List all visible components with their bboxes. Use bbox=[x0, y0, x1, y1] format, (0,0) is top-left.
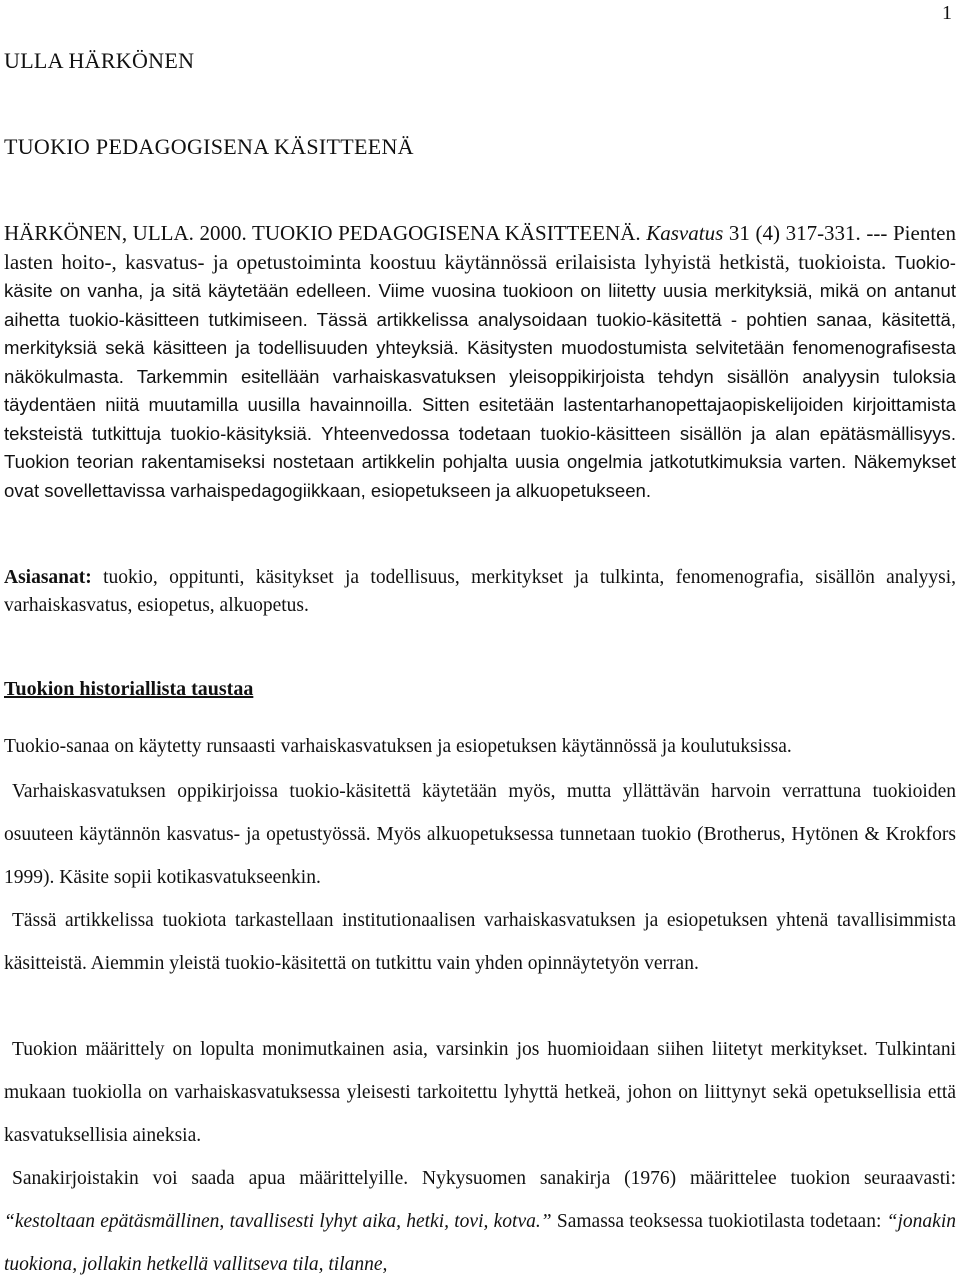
paragraph-3: Tuokion määrittely on lopulta monimutkainen asia, varsinkin jos huomioidaan siihen liitetyt merkitykset. Tulkintani mukaan tuokiolla on varhaiskasvatuksessa yleisesti tarkoitettu lyhyttä hetkeä, johon on liittynyt sekä opetuksellisia että kasvatuksellisia aineksia. bbox=[4, 1039, 956, 1146]
paragraph-1: Varhaiskasvatuksen oppikirjoissa tuokio-käsitettä käytetään myös, mutta yllättävän harvoin verrattuna tuokioiden osuuteen käytännön kasvatus- ja opetustyössä. Myös alkuopetuksessa tunnetaan tuokio (Brotherus, Hytönen & Krokfors 1999). Käsite sopii kotikasvatukseenkin. bbox=[4, 781, 956, 888]
paragraph-4-text-b: Samassa teoksessa tuokiotilasta todetaan: bbox=[551, 1211, 887, 1232]
article-title: TUOKIO PEDAGOGISENA KÄSITTEENÄ bbox=[4, 134, 414, 159]
dictionary-quote-1: “kestoltaan epätäsmällinen, tavallisesti lyhyt aika, hetki, tovi, kotva.” bbox=[4, 1211, 552, 1232]
citation-rest: 31 (4) 317-331. --- Pienten lasten hoito-, kasvatus- ja opetustoiminta koostuu käytännössä erilaisista lyhyistä hetkistä, tuokioista. bbox=[4, 221, 956, 274]
citation-journal: Kasvatus bbox=[646, 221, 724, 245]
citation-plain: HÄRKÖNEN, ULLA. 2000. TUOKIO PEDAGOGISENA KÄSITTEENÄ. bbox=[4, 221, 647, 245]
paragraph-2: Tässä artikkelissa tuokiota tarkastellaan institutionaalisen varhaiskasvatuksen ja esiopetuksen yhtenä tavallisimmista käsitteistä. Aiemmin yleistä tuokio-käsitettä on tutkittu vain yhden opinnäytetyön verran. bbox=[4, 910, 956, 974]
keywords bbox=[4, 564, 956, 619]
paragraph-4-text-a: Sanakirjoistakin voi saada apua määrittelyille. Nykysuomen sanakirja (1976) määrittelee tuokion seuraavasti: bbox=[12, 1168, 956, 1189]
section-heading: Tuokion historiallista taustaa bbox=[4, 678, 254, 700]
abstract bbox=[4, 220, 956, 505]
page-number: 1 bbox=[942, 2, 952, 24]
keywords-text: tuokio, oppitunti, käsitykset ja todellisuus, merkitykset ja tulkinta, fenomenografia, sisällön analyysi, varhaiskasvatus, esiopetus, alkuopetus. bbox=[4, 567, 956, 616]
abstract-body: Tuokio-käsite on vanha, ja sitä käytetään edelleen. Viime vuosina tuokioon on liitetty uusia merkityksiä, mikä on antanut aihetta tuokio-käsitteen tutkimiseen. Tässä artikkelissa analysoidaan tuokio-käsitettä - pohtien sanaa, käsitettä, merkityksiä sekä käsitteen ja todellisuuden yhteyksiä. Käsitysten muodostumista selvitetään fenomenografisesta näkökulmasta. Tarkemmin esitellään varhaiskasvatuksen yleisoppikirjoista tehdyn sisällön analyysin tuloksia täydentäen niitä muutamilla uusilla havainnoilla. Sitten esitetään lastentarhanopettajaopiskelijoiden kirjoittamista teksteistä tutkittuja tuokio-käsityksiä. Yhteenvedossa todetaan tuokio-käsitteen sisällön ja alan epätäsmällisyys. Tuokion teorian rakentamiseksi nostetaan artikkelin pohjalta uusia ongelmia jatkotutkimuksia varten. Näkemykset ovat sovellettavissa varhaispedagogiikkaan, esiopetukseen ja alkuopetukseen. bbox=[4, 251, 956, 501]
section-first-line: Tuokio-sanaa on käytetty runsaasti varhaiskasvatuksen ja esiopetuksen käytännössä ja koulutuksissa. bbox=[4, 736, 792, 757]
dictionary-quote-2: “jonakin tuokiona, jollakin hetkellä vallitseva tila, tilanne, bbox=[4, 1211, 956, 1275]
author-name: ULLA HÄRKÖNEN bbox=[4, 48, 195, 73]
keywords-label: Asiasanat: bbox=[4, 567, 92, 588]
paragraph-4 bbox=[4, 1157, 956, 1286]
